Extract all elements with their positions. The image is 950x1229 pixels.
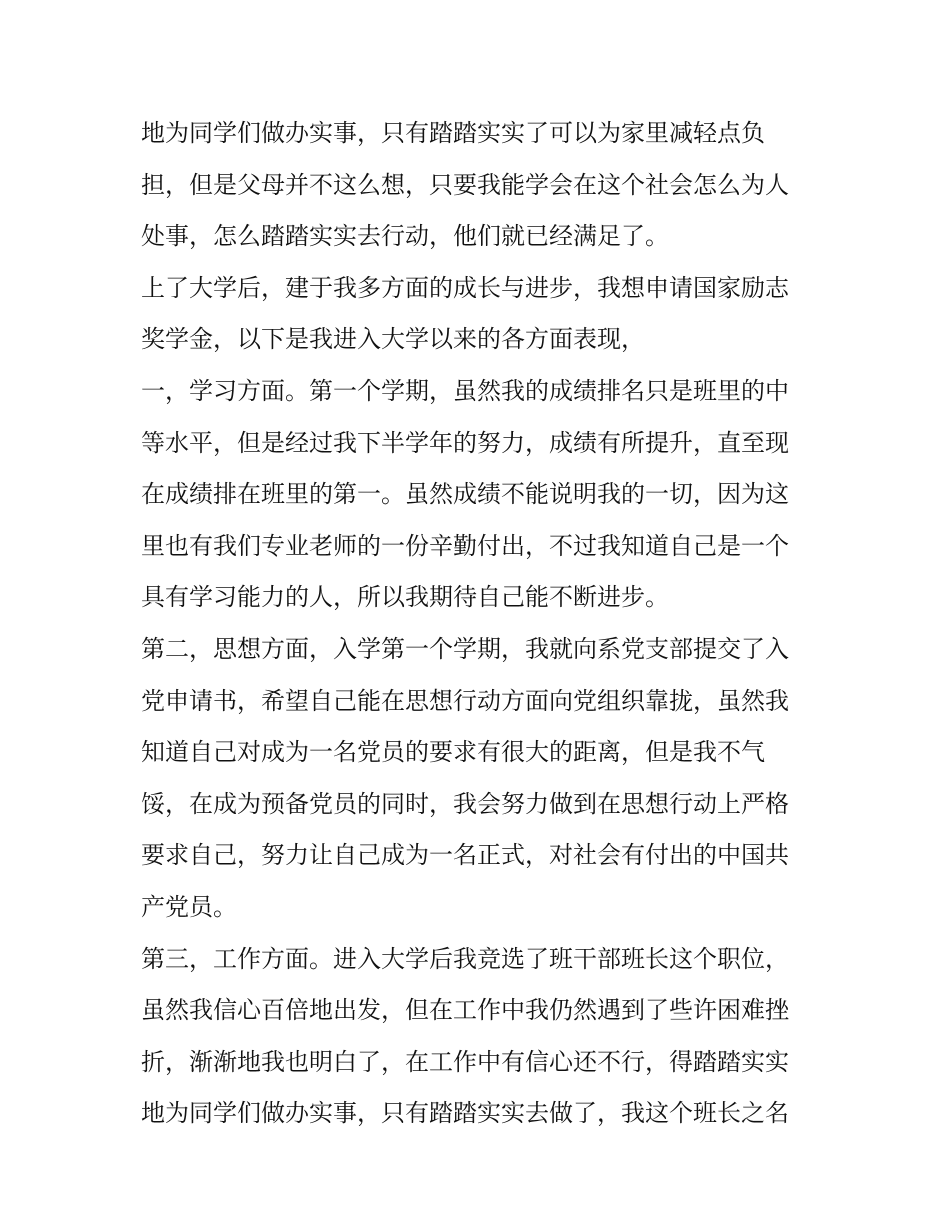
text-line: 馁，在成为预备党员的同时，我会努力做到在思想行动上严格 [141, 789, 789, 818]
text-line: 虽然我信心百倍地出发，但在工作中我仍然遇到了些许困难挫 [141, 996, 789, 1025]
text-line: 地为同学们做办实事，只有踏踏实实了可以为家里减轻点负 [141, 119, 765, 147]
text-line: 第二，思想方面，入学第一个学期，我就向系党支部提交了入 [141, 634, 789, 663]
text-line: 第三，工作方面。进入大学后我竞选了班干部班长这个职位， [141, 944, 789, 973]
text-line: 要求自己，努力让自己成为一名正式，对社会有付出的中国共 [141, 841, 789, 870]
text-line: 知道自己对成为一名党员的要求有很大的距离，但是我不气 [141, 738, 765, 767]
text-line: 处事，怎么踏踏实实去行动，他们就已经满足了。 [141, 222, 669, 251]
text-line: 折，渐渐地我也明白了，在工作中有信心还不行，得踏踏实实 [141, 1047, 789, 1076]
text-line: 担，但是父母并不这么想，只要我能学会在这个社会怎么为人 [141, 170, 789, 199]
text-line: 一，学习方面。第一个学期，虽然我的成绩排名只是班里的中 [141, 376, 789, 405]
text-line: 等水平，但是经过我下半学年的努力，成绩有所提升，直至现 [141, 428, 789, 457]
document-body [141, 108, 821, 1140]
text-line: 地为同学们做办实事，只有踏踏实实去做了，我这个班长之名 [141, 1099, 789, 1128]
text-line: 党申请书，希望自己能在思想行动方面向党组织靠拢，虽然我 [141, 686, 789, 715]
text-line: 上了大学后，建于我多方面的成长与进步，我想申请国家励志 [141, 273, 789, 302]
text-line: 里也有我们专业老师的一份辛勤付出，不过我知道自己是一个 [141, 531, 789, 560]
text-line: 在成绩排在班里的第一。虽然成绩不能说明我的一切，因为这 [141, 480, 789, 509]
text-line: 产党员。 [141, 892, 237, 921]
text-line: 具有学习能力的人，所以我期待自己能不断进步。 [141, 583, 669, 612]
text-line: 奖学金，以下是我进入大学以来的各方面表现， [141, 325, 645, 354]
